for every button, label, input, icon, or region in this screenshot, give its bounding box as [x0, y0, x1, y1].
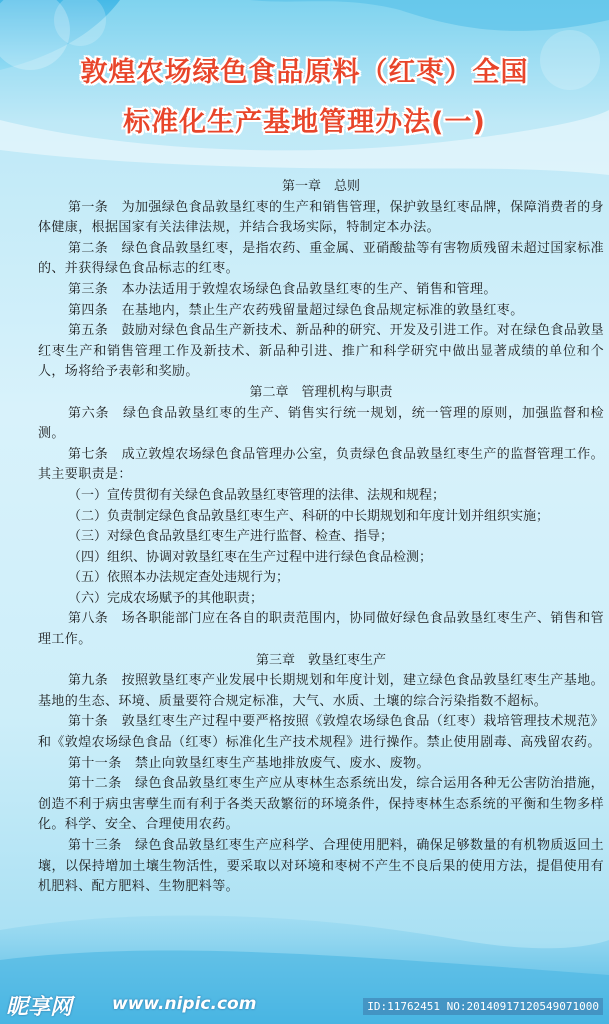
- article-paragraph: 第二条 绿色食品敦垦红枣，是指农药、重金属、亚硝酸盐等有害物质残留未超过国家标准的、并获得绿色食品标志的红枣。: [38, 240, 605, 277]
- article-paragraph: 第十三条 绿色食品敦垦红枣生产应科学、合理使用肥料，确保足够数量的有机物质返回土壤，以保持增加土壤生物活性，要采取以对环境和枣树不产生不良后果的使用方法，提倡使用有机肥料、配方肥料、生物肥料等。: [38, 838, 605, 895]
- site-url: www.nipic.com: [112, 994, 257, 1014]
- duty-list-item: （六）完成农场赋予的其他职责；: [68, 590, 264, 606]
- article-paragraph: 第十一条 禁止向敦垦红枣生产基地排放废气、废水、废物。: [68, 755, 430, 771]
- article-paragraph: 第四条 在基地内，禁止生产农药残留量超过绿色食品规定标准的敦垦红枣。: [68, 302, 524, 318]
- page-title-line-2: 标准化生产基地管理办法(一): [123, 107, 486, 138]
- article-paragraph: 第三条 本办法适用于敦煌农场绿色食品敦垦红枣的生产、销售和管理。: [68, 281, 497, 297]
- chapter-heading: 第三章 敦垦红枣生产: [255, 652, 386, 668]
- duty-list-item: （五）依照本办法规定查处违规行为；: [68, 570, 290, 586]
- watermark-footer: [0, 988, 609, 1024]
- article-paragraph: 第六条 绿色食品敦垦红枣的生产、销售实行统一规划，统一管理的原则，加强监督和检测。: [38, 405, 604, 442]
- duty-list-item: （二）负责制定绿色食品敦垦红枣生产、科研的中长期规划和年度计划并组织实施；: [68, 508, 550, 524]
- page-title-line-1: 敦煌农场绿色食品原料（红枣）全国: [80, 57, 529, 88]
- duty-list-item: （三）对绿色食品敦垦红枣生产进行监督、检查、指导；: [68, 529, 394, 545]
- chapter-heading: 第二章 管理机构与职责: [249, 384, 393, 400]
- duty-list-item: （一）宣传贯彻有关绿色食品敦垦红枣管理的法律、法规和规程；: [68, 487, 446, 503]
- duty-list-item: （四）组织、协调对敦垦红枣在生产过程中进行绿色食品检测；: [68, 549, 433, 565]
- document-body: [38, 177, 604, 898]
- article-paragraph: 第八条 场各职能部门应在各自的职责范围内，协同做好绿色食品敦垦红枣生产、销售和管理工作。: [38, 611, 605, 648]
- image-id-label: ID:11762451 NO:20140917120549071000: [363, 998, 603, 1015]
- article-paragraph: 第五条 鼓励对绿色食品生产新技术、新品种的研究、开发及引进工作。对在绿色食品敦垦红枣生产和销售管理工作及新技术、新品种引进、推广和科学研究中做出显著成绩的单位和个人，场将给予表彰和奖励。: [38, 323, 605, 380]
- site-logo: 昵享网: [6, 995, 73, 1020]
- article-paragraph: 第十条 敦垦红枣生产过程中要严格按照《敦煌农场绿色食品（红枣）栽培管理技术规范》和《敦煌农场绿色食品（红枣）标准化生产技术规程》进行操作。禁止使用剧毒、高残留农药。: [38, 714, 605, 751]
- article-paragraph: 第十二条 绿色食品敦垦红枣生产应从枣林生态系统出发，综合运用各种无公害防治措施，创造不利于病虫害孽生而有利于各类天敌繁衍的环境条件，保持枣林生态系统的平衡和生物多样化。科学、安全、合理使用农药。: [38, 776, 605, 833]
- chapter-heading: 第一章 总则: [281, 179, 360, 194]
- article-paragraph: 第一条 为加强绿色食品敦垦红枣的生产和销售管理，保护敦垦红枣品牌，保障消费者的身体健康，根据国家有关法律法规，并结合我场实际，特制定本办法。: [38, 199, 605, 236]
- article-paragraph: 第九条 按照敦垦红枣产业发展中长期规划和年度计划，建立绿色食品敦垦红枣生产基地。基地的生态、环境、质量要符合规定标准，大气、水质、土壤的综合污染指数不超标。: [38, 673, 605, 709]
- article-paragraph: 第七条 成立敦煌农场绿色食品管理办公室，负责绿色食品敦垦红枣生产的监督管理工作。其主要职责是：: [38, 446, 605, 483]
